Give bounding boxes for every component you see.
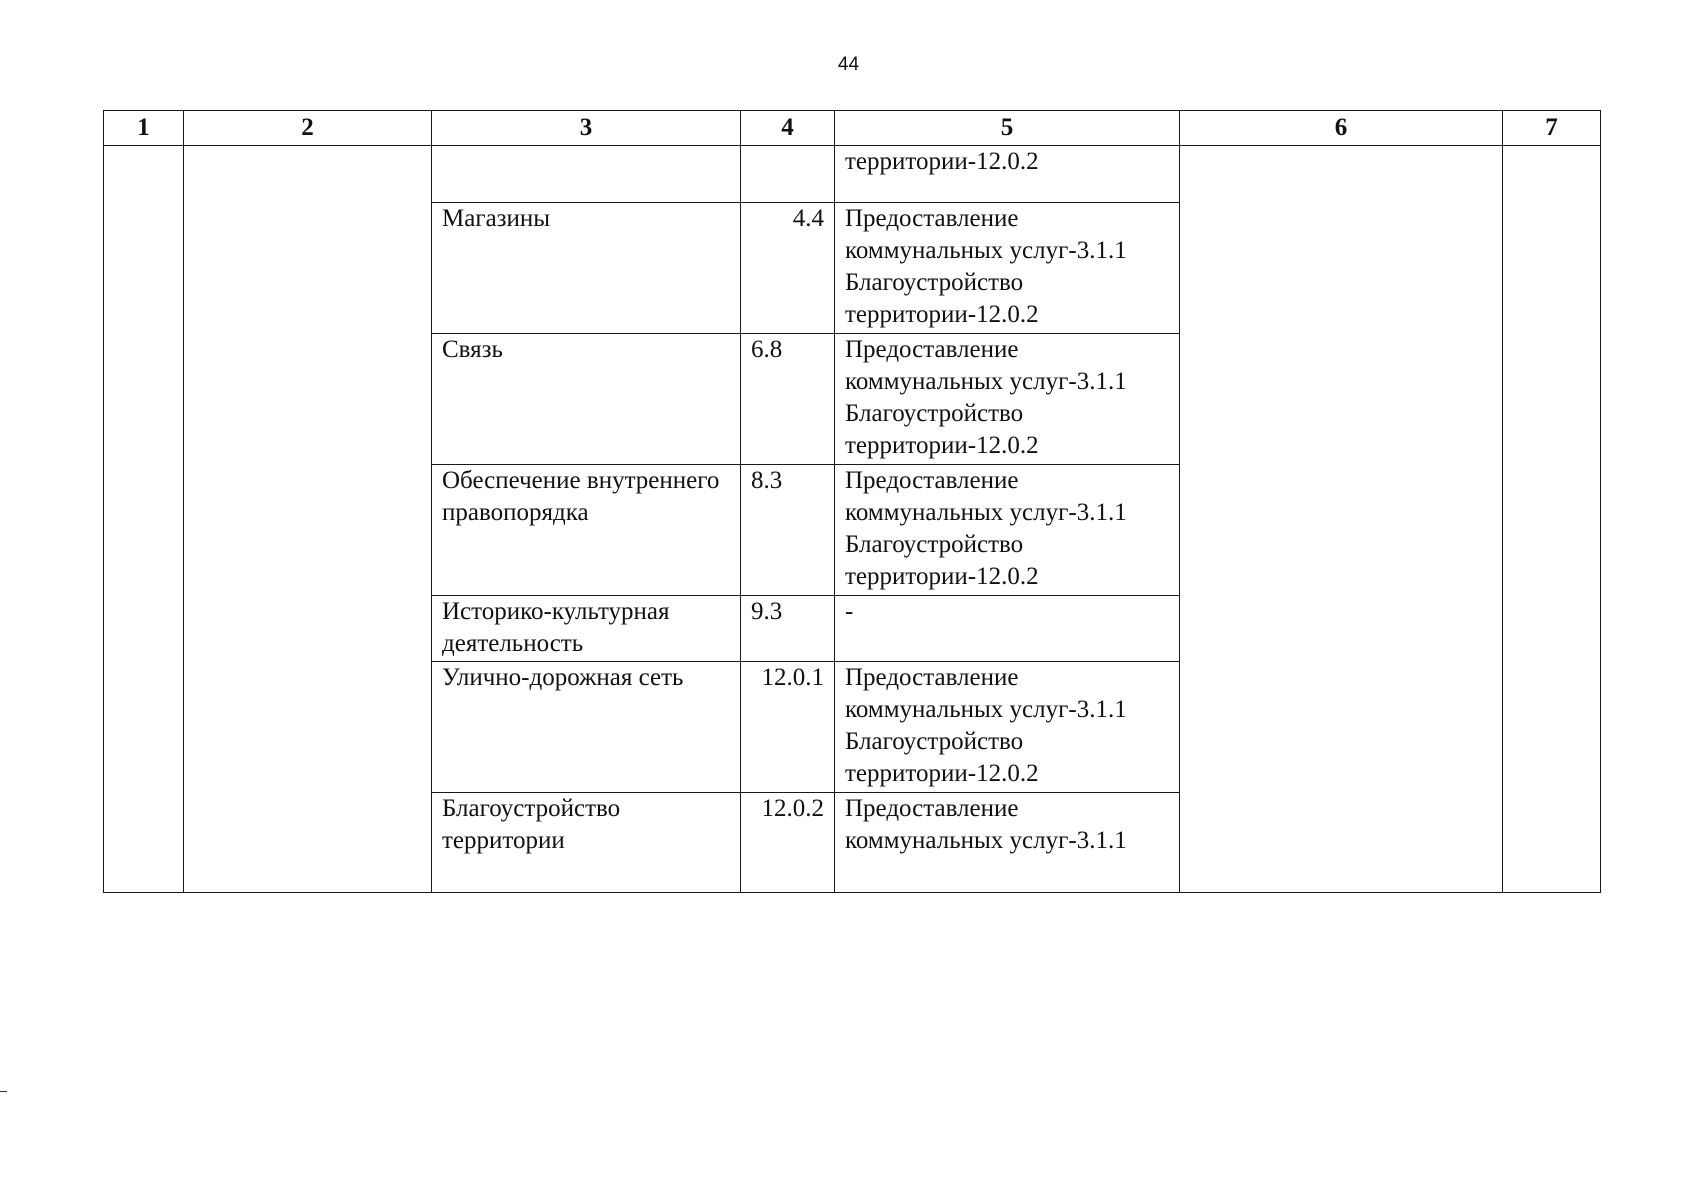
related-uses-cell — [835, 465, 1180, 596]
use-name-cell: Улично-дорожная сеть — [432, 662, 741, 793]
related-use-line: Предоставление — [845, 467, 1019, 494]
cell-col2 — [184, 146, 432, 893]
cell-col6 — [1180, 146, 1503, 893]
use-code-cell: 6.8 — [741, 334, 835, 465]
use-name-cell: Благоустройство территории — [432, 793, 741, 893]
related-uses-cell — [835, 793, 1180, 893]
related-use-line: - — [845, 598, 854, 625]
related-use-line: территории-12.0.2 — [845, 432, 1039, 459]
related-use-line: Благоустройство — [845, 728, 1024, 755]
related-use-line: Благоустройство — [845, 269, 1024, 296]
use-name-cell: Историко-культурная деятельность — [432, 596, 741, 662]
related-use-line: коммунальных услуг-3.1.1 — [845, 237, 1127, 264]
related-uses-cell — [835, 596, 1180, 662]
page-number: 44 — [837, 54, 860, 75]
column-header: 3 — [432, 111, 741, 146]
scan-mark — [0, 1091, 7, 1092]
related-use-line: коммунальных услуг-3.1.1 — [845, 827, 1127, 854]
use-name-cell — [432, 146, 741, 203]
column-header: 6 — [1180, 111, 1503, 146]
related-use-line: Благоустройство — [845, 531, 1024, 558]
related-use-line: коммунальных услуг-3.1.1 — [845, 696, 1127, 723]
related-uses-cell — [835, 146, 1180, 203]
related-use-line: Предоставление — [845, 336, 1019, 363]
use-code-cell — [741, 146, 835, 203]
related-use-line: Предоставление — [845, 795, 1019, 822]
column-header: 4 — [741, 111, 835, 146]
related-uses-cell — [835, 334, 1180, 465]
column-header: 1 — [104, 111, 184, 146]
column-header: 7 — [1503, 111, 1601, 146]
use-code-cell: 12.0.1 — [741, 662, 835, 793]
related-use-line: территории-12.0.2 — [845, 148, 1039, 175]
related-use-line: территории-12.0.2 — [845, 301, 1039, 328]
cell-col1 — [104, 146, 184, 893]
use-name-cell: Обеспечение внутреннего правопорядка — [432, 465, 741, 596]
column-header: 5 — [835, 111, 1180, 146]
table-row — [104, 146, 1601, 203]
use-code-cell: 9.3 — [741, 596, 835, 662]
use-code-cell: 8.3 — [741, 465, 835, 596]
use-name-cell: Магазины — [432, 203, 741, 334]
related-use-line: территории-12.0.2 — [845, 760, 1039, 787]
requirements-table — [103, 110, 1601, 893]
use-code-cell: 4.4 — [741, 203, 835, 334]
related-use-line: Благоустройство — [845, 400, 1024, 427]
related-use-line: коммунальных услуг-3.1.1 — [845, 368, 1127, 395]
related-use-line: коммунальных услуг-3.1.1 — [845, 499, 1127, 526]
use-name-cell: Связь — [432, 334, 741, 465]
cell-col7 — [1503, 146, 1601, 893]
related-uses-cell — [835, 203, 1180, 334]
related-use-line: Предоставление — [845, 205, 1019, 232]
related-use-line: Предоставление — [845, 664, 1019, 691]
use-code-cell: 12.0.2 — [741, 793, 835, 893]
column-header: 2 — [184, 111, 432, 146]
related-use-line: территории-12.0.2 — [845, 563, 1039, 590]
related-uses-cell — [835, 662, 1180, 793]
column-number-row — [104, 111, 1601, 146]
